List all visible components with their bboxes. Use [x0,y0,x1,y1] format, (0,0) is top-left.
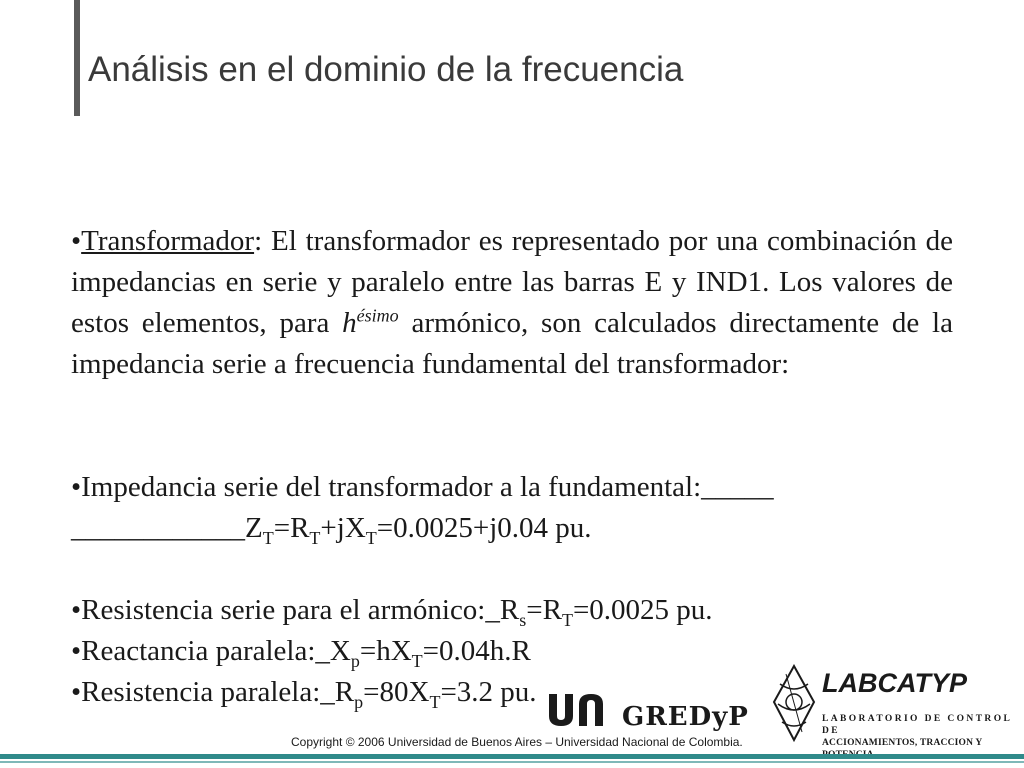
text: =R [273,512,310,544]
h-symbol: h [342,307,357,339]
bottom-accent-rule [0,754,1024,759]
text: =hX [359,635,412,667]
subscript: T [309,527,321,548]
impedance-line-2 [71,508,592,549]
term-transformador: Transformador [81,225,255,257]
text: •Resistencia serie para el armónico:_R [71,594,520,626]
reactancia-paralela-line [71,631,531,672]
bottom-accent-rule-secondary [0,761,1024,763]
h-superscript: ésimo [356,305,399,326]
copyright-text: Copyright © 2006 Universidad de Buenos Aires – Universidad Nacional de Colombia. [291,735,743,749]
text-part-a: : El transformador es representado por una combinación de impedancias en serie y paralelo entre las barras E y IND1. Los valores de estos elementos, para [71,225,953,339]
text: =R [526,594,562,626]
subscript: p [350,650,360,671]
subscript: p [354,691,364,712]
text: =3.2 pu. [440,676,537,708]
lab-desc-line-1: LABORATORIO DE CONTROL DE [822,714,1012,736]
text: =80X [363,676,430,708]
subscript: T [411,650,423,671]
resistencia-paralela-line [71,672,537,713]
title-accent-bar [74,0,80,116]
bullet: • [71,225,82,257]
text-part-b: armónico, son calculados directamente de la impedancia serie a frecuencia fundamental del transformador: [71,307,953,380]
text: =0.04h.R [422,635,531,667]
text: =0.0025 pu. [572,594,713,626]
paragraph-transformador [71,221,953,385]
labcatyp-logo-icon [770,664,818,742]
lab-desc-line-2: ACCIONAMIENTOS, TRACCION Y [822,738,983,748]
text: +jX [320,512,366,544]
subscript: T [262,527,274,548]
impedance-line-1: •Impedancia serie del transformador a la fundamental:_____ [71,471,774,503]
text: •Resistencia paralela:_R [71,676,355,708]
gredyp-logo-text: GREDyP [622,702,749,732]
text: •Reactancia paralela:_X [71,635,351,667]
subscript: T [429,691,441,712]
slide-title: Análisis en el dominio de la frecuencia [88,50,684,89]
resistencia-serie-line [71,590,713,631]
text: =0.0025+j0.04 pu. [376,512,592,544]
subscript: s [519,609,527,630]
text: ____________Z [71,512,263,544]
subscript: T [365,527,377,548]
labcatyp-title: LABCATYP [822,668,967,698]
subscript: T [561,609,573,630]
un-logo-icon [545,690,615,730]
